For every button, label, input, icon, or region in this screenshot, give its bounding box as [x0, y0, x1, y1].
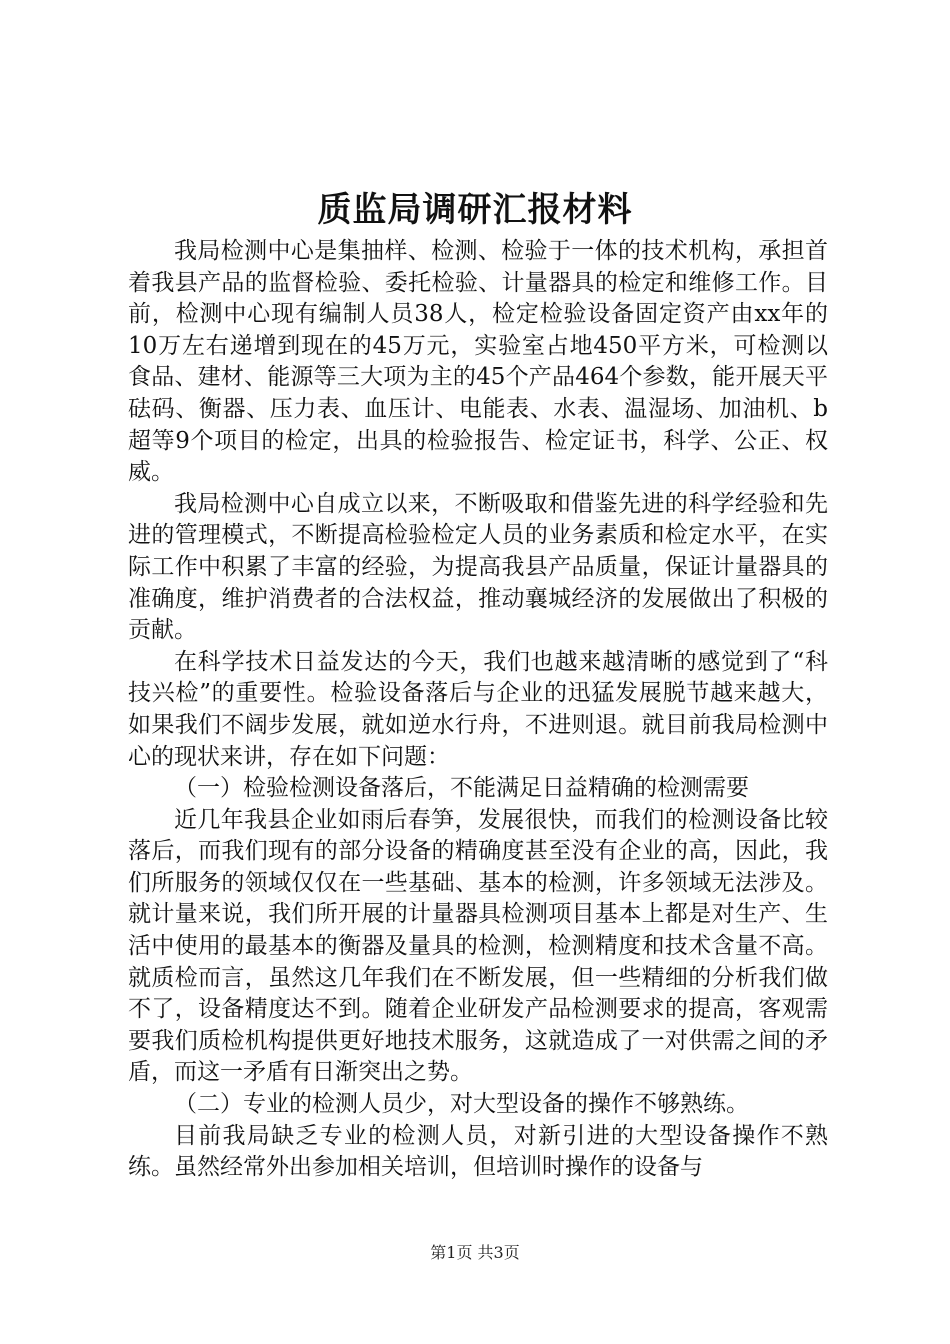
paragraph-overview: 我局检测中心是集抽样、检测、检验于一体的技术机构，承担首着我县产品的监督检验、委托检验、计量器具的检定和维修工作。目前，检测中心现有编制人员38人，检定检验设备固定资产由xx年的10万左右递增到现在的45万元，实验室占地450平方米，可检测以食品、建材、能源等三大项为主的45个产品464个参数，能开展天平砝码、衡器、压力表、血压计、电能表、水表、温湿场、加油机、b超等9个项目的检定，出具的检验报告、检定证书，科学、公正、权威。 [128, 238, 828, 486]
section-heading-equipment: （一）检验检测设备落后，不能满足日益精确的检测需要 [174, 775, 749, 802]
paragraph-problems-intro: 在科学技术日益发达的今天，我们也越来越清晰的感觉到了“科技兴检”的重要性。检验设备落后与企业的迅猛发展脱节越来越大，如果我们不阔步发展，就如逆水行舟，不进则退。就目前我局检测中心的现状来讲，存在如下问题： [128, 648, 828, 770]
document-title: 质监局调研汇报材料 [317, 190, 633, 230]
paragraph-equipment: 近几年我县企业如雨后春笋，发展很快，而我们的检测设备比较落后，而我们现有的部分设备的精确度甚至没有企业的高，因此，我们所服务的领域仅仅在一些基础、基本的检测，许多领域无法涉及。就计量来说，我们所开展的计量器具检测项目基本上都是对生产、生活中使用的最基本的衡器及量具的检测，检测精度和技术含量不高。就质检而言，虽然这几年我们在不断发展，但一些精细的分析我们做不了，设备精度达不到。随着企业研发产品检测要求的提高，客观需要我们质检机构提供更好地技术服务，这就造成了一对供需之间的矛盾，而这一矛盾有日渐突出之势。 [128, 806, 828, 1086]
document-body [128, 236, 828, 1184]
paragraph-achievements: 我局检测中心自成立以来，不断吸取和借鉴先进的科学经验和先进的管理模式，不断提高检验检定人员的业务素质和检定水平，在实际工作中积累了丰富的经验，为提高我县产品质量，保证计量器具的准确度，维护消费者的合法权益，推动襄城经济的发展做出了积极的贡献。 [128, 490, 828, 644]
paragraph-personnel: 目前我局缺乏专业的检测人员，对新引进的大型设备操作不熟练。虽然经常外出参加相关培训，但培训时操作的设备与 [128, 1122, 828, 1181]
page-number-footer: 第1页 共3页 [430, 1243, 520, 1262]
section-heading-personnel: （二）专业的检测人员少，对大型设备的操作不够熟练。 [174, 1091, 749, 1118]
